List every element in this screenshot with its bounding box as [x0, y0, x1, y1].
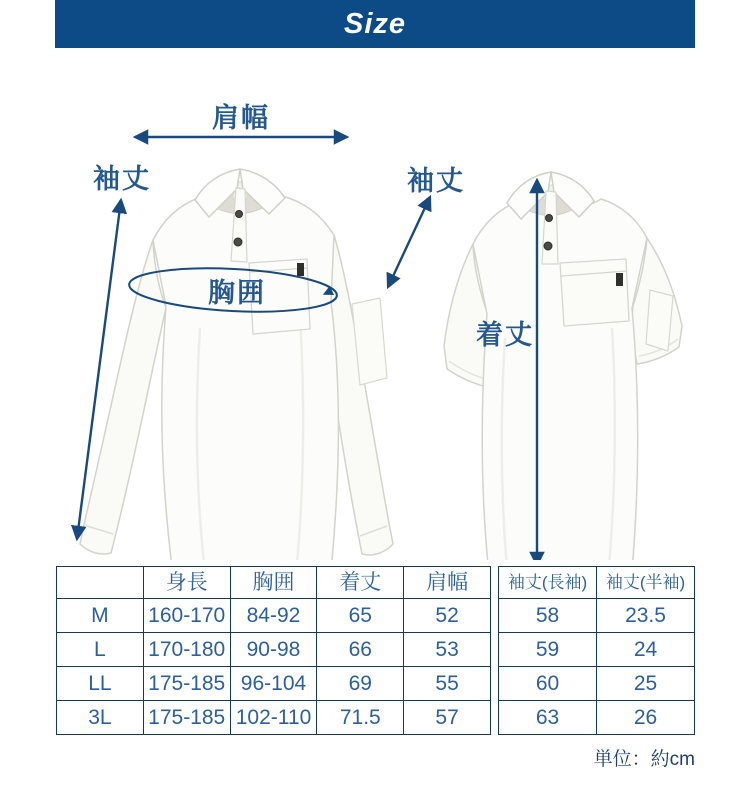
size-row-label: M	[57, 599, 144, 633]
sleeve-length-short-label: 袖丈	[407, 166, 465, 196]
pocket-tag	[297, 263, 304, 276]
table-cell: 55	[404, 667, 491, 701]
table-cell: 24	[597, 633, 695, 667]
pocket-tag	[616, 273, 623, 286]
table-cell: 170-180	[143, 633, 230, 667]
short-sleeve-shirt	[444, 172, 682, 560]
table-row	[57, 599, 491, 633]
table-cell: 63	[499, 701, 597, 735]
sleeve-short-column-header: 袖丈(半袖)	[597, 567, 695, 599]
size-row-label: L	[57, 633, 144, 667]
table-cell: 52	[404, 599, 491, 633]
header-bar	[55, 0, 695, 48]
table-row	[57, 701, 491, 735]
table-cell: 58	[499, 599, 597, 633]
table-cell: 23.5	[597, 599, 695, 633]
table-row	[499, 599, 695, 633]
page-title: Size	[343, 7, 407, 40]
table-row	[57, 633, 491, 667]
table-cell: 66	[317, 633, 404, 667]
table-cell: 84-92	[230, 599, 317, 633]
unit-note: 単位：約cm	[593, 749, 695, 770]
table-cell: 60	[499, 667, 597, 701]
left-long-sleeve	[80, 240, 166, 554]
shoulder-column-header: 肩幅	[404, 567, 491, 599]
table-cell: 175-185	[143, 667, 230, 701]
table-cell: 65	[317, 599, 404, 633]
size-table	[56, 566, 491, 735]
height-column-header: 身長	[143, 567, 230, 599]
table-cell: 59	[499, 633, 597, 667]
body-length-label: 着丈	[476, 320, 534, 350]
chest-pocket	[560, 259, 629, 326]
long-sleeve-shirt	[80, 169, 393, 560]
sleeve-table-header-row	[499, 567, 695, 599]
table-cell: 26	[597, 701, 695, 735]
chest-girth-label: 胸囲	[208, 278, 266, 308]
table-cell: 25	[597, 667, 695, 701]
table-cell: 71.5	[317, 701, 404, 735]
size-row-label: 3L	[57, 701, 144, 735]
shirts-illustration	[0, 48, 750, 560]
corner-cell	[57, 567, 144, 599]
button	[236, 211, 243, 218]
button	[546, 215, 553, 222]
size-row-label: LL	[57, 667, 144, 701]
size-table-header-row	[57, 567, 491, 599]
shoulder-width-label: 肩幅	[212, 103, 270, 133]
sleeve-long-column-header: 袖丈(長袖)	[499, 567, 597, 599]
table-cell: 53	[404, 633, 491, 667]
sleeve-pocket	[646, 290, 673, 351]
table-cell: 102-110	[230, 701, 317, 735]
chest-column-header: 胸囲	[230, 567, 317, 599]
table-cell: 57	[404, 701, 491, 735]
table-row	[499, 701, 695, 735]
sleeve-length-long-label: 袖丈	[93, 164, 151, 194]
button	[234, 238, 242, 246]
length-column-header: 着丈	[317, 567, 404, 599]
shirt-body	[473, 199, 647, 560]
table-cell: 90-98	[230, 633, 317, 667]
table-cell: 96-104	[230, 667, 317, 701]
table-row	[499, 633, 695, 667]
table-row	[499, 667, 695, 701]
table-cell: 69	[317, 667, 404, 701]
table-row	[57, 667, 491, 701]
button	[544, 242, 552, 250]
sleeve-length-short-arrow	[388, 197, 430, 287]
table-cell: 175-185	[143, 701, 230, 735]
table-cell: 160-170	[143, 599, 230, 633]
sleeve-length-table	[498, 566, 695, 735]
measurement-diagram	[0, 48, 750, 560]
